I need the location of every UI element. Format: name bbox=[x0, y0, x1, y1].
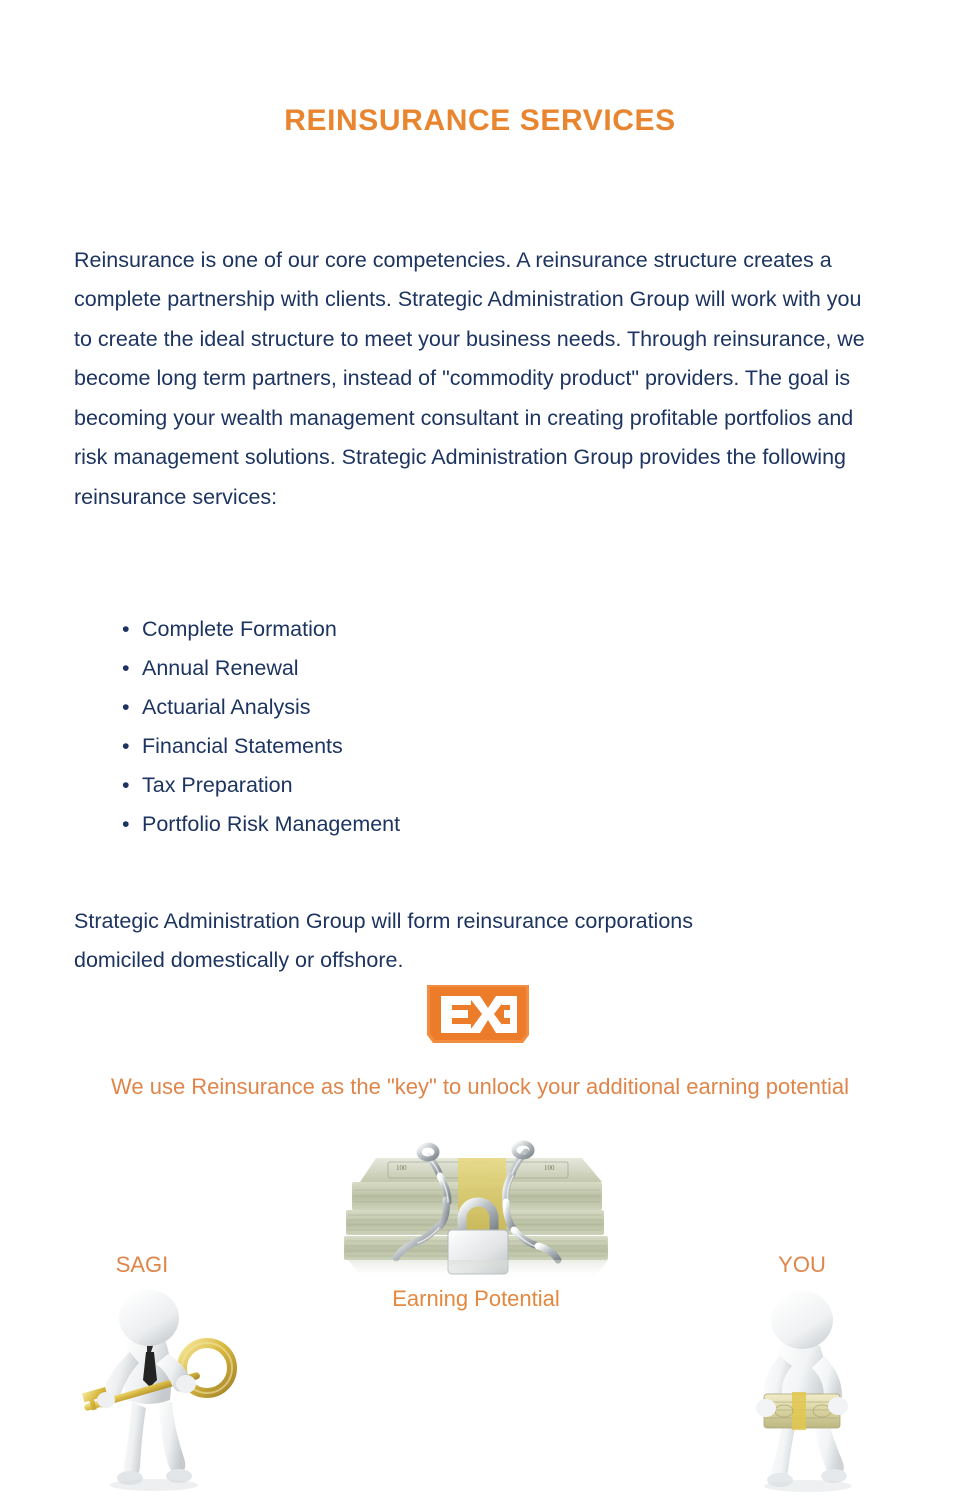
list-item bbox=[118, 766, 400, 805]
sagi-label: SAGI bbox=[115, 1252, 169, 1277]
list-item bbox=[118, 649, 400, 688]
list-item bbox=[118, 727, 400, 766]
list-item bbox=[118, 805, 400, 844]
list-item-label: Financial Statements bbox=[142, 734, 343, 758]
tagline: We use Reinsurance as the "key" to unlock your additional earning potential bbox=[111, 1074, 849, 1099]
exe-logo-icon bbox=[424, 983, 532, 1045]
list-item bbox=[118, 610, 400, 649]
you-label: YOU bbox=[778, 1252, 826, 1277]
bullet-icon: • bbox=[122, 734, 130, 758]
bullet-icon: • bbox=[122, 812, 130, 836]
svg-text:100: 100 bbox=[544, 1164, 555, 1172]
closing-paragraph: Strategic Administration Group will form reinsurance corporations domiciled domestically or offshore. bbox=[74, 908, 693, 972]
bullet-icon: • bbox=[122, 695, 130, 719]
list-item-label: Tax Preparation bbox=[142, 773, 293, 797]
page-title: REINSURANCE SERVICES bbox=[284, 104, 676, 137]
earning-potential-caption: Earning Potential bbox=[392, 1286, 560, 1311]
intro-paragraph: Reinsurance is one of our core competencies. A reinsurance structure creates a complete partnership with clients. Strategic Administration Group will work with you to create the ideal structure to meet your business needs. Through reinsurance, we become long term partners, instead of "commodity product" providers. The goal is becoming your wealth management consultant in creating profitable portfolios and risk management solutions. Strategic Administration Group provides the following reinsurance services: bbox=[74, 247, 865, 509]
svg-text:100: 100 bbox=[396, 1164, 407, 1172]
list-item-label: Annual Renewal bbox=[142, 656, 299, 680]
money-chains-padlock-image bbox=[330, 1138, 622, 1286]
list-item-label: Actuarial Analysis bbox=[142, 695, 311, 719]
you-character-image bbox=[720, 1280, 920, 1495]
sagi-character-image bbox=[62, 1280, 262, 1495]
bullet-icon: • bbox=[122, 656, 130, 680]
list-item-label: Complete Formation bbox=[142, 617, 337, 641]
bullet-icon: • bbox=[122, 617, 130, 641]
list-item bbox=[118, 688, 400, 727]
bullet-icon: • bbox=[122, 773, 130, 797]
list-item-label: Portfolio Risk Management bbox=[142, 812, 401, 836]
services-list bbox=[118, 610, 400, 844]
